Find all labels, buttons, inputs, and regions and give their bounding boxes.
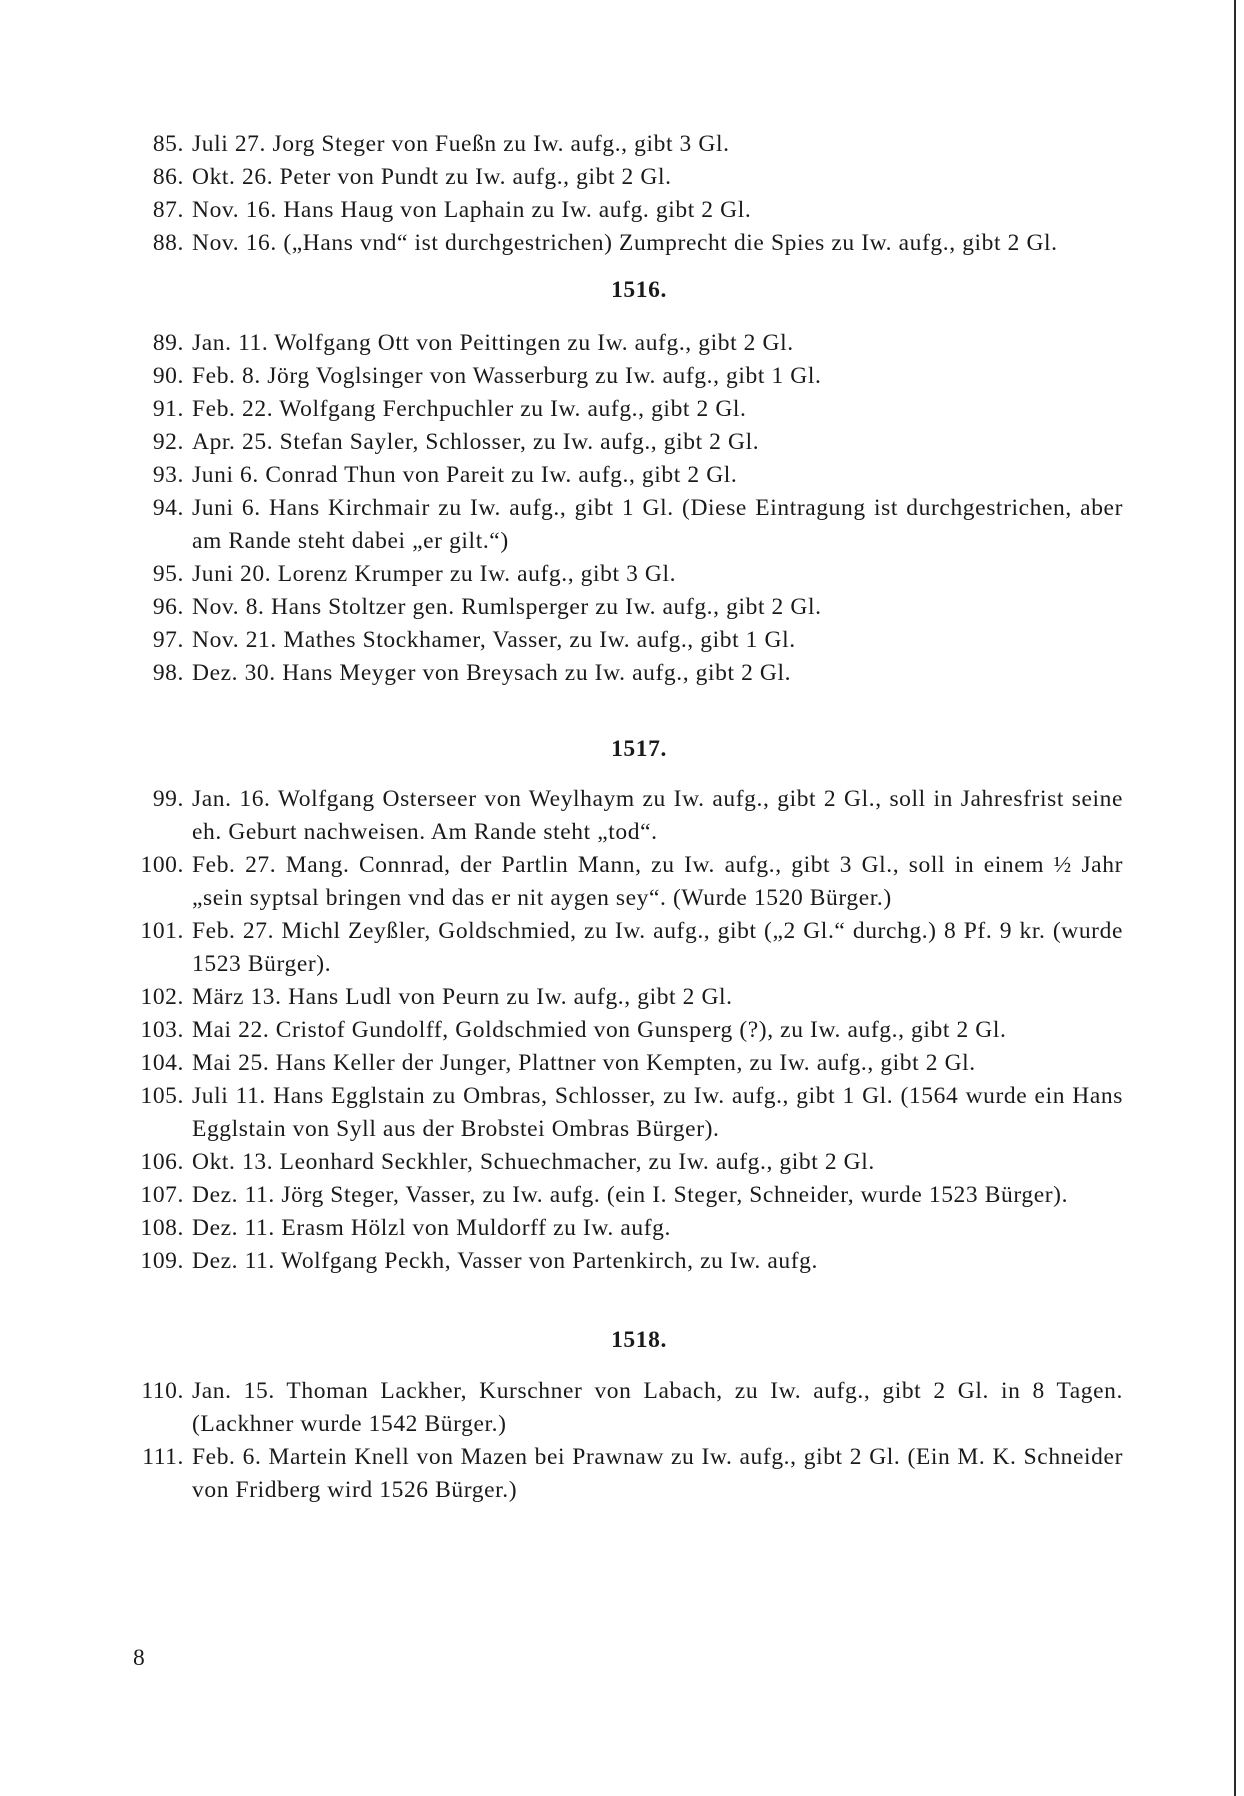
entry-number: 91.	[152, 396, 184, 422]
entry-text: Okt. 26. Peter von Pundt zu Iw. aufg., gibt 2 Gl.	[192, 164, 672, 190]
list-item	[133, 657, 1123, 690]
entry-number: 105.	[140, 1083, 184, 1109]
entry-text: Jan. 16. Wolfgang Osterseer von Weylhaym zu Iw. aufg., gibt 2 Gl., soll in Jahresfrist seine eh. Geburt nachweisen. Am Rande steht „tod“.	[192, 786, 1123, 845]
entry-number: 106.	[140, 1149, 184, 1175]
entry-number: 107.	[140, 1182, 184, 1208]
entry-number: 102.	[140, 984, 184, 1010]
entry-text: Dez. 30. Hans Meyger von Breysach zu Iw. aufg., gibt 2 Gl.	[192, 660, 792, 686]
document-body	[133, 128, 1123, 1507]
entry-text: Okt. 13. Leonhard Seckhler, Schuechmacher, zu Iw. aufg., gibt 2 Gl.	[192, 1149, 875, 1175]
entry-number: 87.	[152, 197, 184, 223]
list-item	[133, 1080, 1123, 1146]
list-item	[133, 591, 1123, 624]
year-heading-1516: 1516.	[611, 277, 667, 303]
list-item	[133, 194, 1123, 227]
list-item	[133, 128, 1123, 161]
section-continued	[133, 128, 1123, 260]
list-item	[133, 1179, 1123, 1212]
entry-text: Juli 27. Jorg Steger von Fueßn zu Iw. aufg., gibt 3 Gl.	[192, 131, 730, 157]
entry-number: 89.	[152, 330, 184, 356]
entry-number: 110.	[141, 1378, 184, 1404]
entry-text: Juni 6. Hans Kirchmair zu Iw. aufg., gibt 1 Gl. (Diese Eintragung ist durchgestrichen, aber am Rande steht dabei „er gilt.“)	[192, 495, 1123, 554]
list-item	[133, 558, 1123, 591]
entry-text: Nov. 21. Mathes Stockhamer, Vasser, zu Iw. aufg., gibt 1 Gl.	[192, 627, 796, 653]
list-item	[133, 360, 1123, 393]
entry-number: 100.	[140, 852, 184, 878]
entry-number: 88.	[152, 230, 184, 256]
entry-text: Juni 6. Conrad Thun von Pareit zu Iw. aufg., gibt 2 Gl.	[192, 462, 738, 488]
list-item	[133, 1212, 1123, 1245]
section-1518	[133, 1375, 1123, 1507]
entry-number: 111.	[142, 1444, 184, 1470]
list-item	[133, 1441, 1123, 1507]
year-heading-1517: 1517.	[611, 736, 667, 762]
entry-number: 95.	[152, 561, 184, 587]
entry-number: 93.	[152, 462, 184, 488]
entry-number: 108.	[140, 1215, 184, 1241]
list-item	[133, 327, 1123, 360]
section-1516	[133, 327, 1123, 690]
list-item	[133, 227, 1123, 260]
page-edge-rule	[1234, 0, 1236, 1796]
entry-text: Juli 11. Hans Egglstain zu Ombras, Schlosser, zu Iw. aufg., gibt 1 Gl. (1564 wurde ein Hans Egglstain von Syll aus der Brobstei Ombras Bürger).	[192, 1083, 1123, 1142]
entry-text: Feb. 27. Mang. Connrad, der Partlin Mann, zu Iw. aufg., gibt 3 Gl., soll in einem ½ Jahr „sein syptsal bringen vnd das er nit aygen sey“. (Wurde 1520 Bürger.)	[192, 852, 1123, 911]
list-item	[133, 161, 1123, 194]
entry-text: Nov. 8. Hans Stoltzer gen. Rumlsperger zu Iw. aufg., gibt 2 Gl.	[192, 594, 822, 620]
entry-number: 99.	[152, 786, 184, 812]
entry-text: Dez. 11. Wolfgang Peckh, Vasser von Partenkirch, zu Iw. aufg.	[192, 1248, 818, 1274]
entry-text: Mai 25. Hans Keller der Junger, Plattner von Kempten, zu Iw. aufg., gibt 2 Gl.	[192, 1050, 976, 1076]
entry-number: 101.	[140, 918, 184, 944]
list-item	[133, 1146, 1123, 1179]
entry-number: 90.	[152, 363, 184, 389]
entry-number: 96.	[152, 594, 184, 620]
entry-number: 98.	[152, 660, 184, 686]
list-item	[133, 393, 1123, 426]
entry-text: Jan. 15. Thoman Lackher, Kurschner von Labach, zu Iw. aufg., gibt 2 Gl. in 8 Tagen. (Lackhner wurde 1542 Bürger.)	[192, 1378, 1123, 1437]
entry-text: Dez. 11. Jörg Steger, Vasser, zu Iw. aufg. (ein I. Steger, Schneider, wurde 1523 Bürger).	[192, 1182, 1069, 1208]
entry-text: Feb. 6. Martein Knell von Mazen bei Prawnaw zu Iw. aufg., gibt 2 Gl. (Ein M. K. Schneider von Fridberg wird 1526 Bürger.)	[192, 1444, 1123, 1503]
entry-number: 94.	[152, 495, 184, 521]
year-heading-1518: 1518.	[611, 1327, 667, 1353]
page-number: 8	[133, 1645, 145, 1671]
list-item	[133, 849, 1123, 915]
entry-text: Nov. 16. Hans Haug von Laphain zu Iw. aufg. gibt 2 Gl.	[192, 197, 752, 223]
entry-text: Feb. 22. Wolfgang Ferchpuchler zu Iw. aufg., gibt 2 Gl.	[192, 396, 747, 422]
list-item	[133, 783, 1123, 849]
list-item	[133, 1047, 1123, 1080]
entry-text: Jan. 11. Wolfgang Ott von Peittingen zu Iw. aufg., gibt 2 Gl.	[192, 330, 794, 356]
entry-number: 97.	[152, 627, 184, 653]
section-1517	[133, 783, 1123, 1278]
list-item	[133, 426, 1123, 459]
entry-text: Mai 22. Cristof Gundolff, Goldschmied von Gunsperg (?), zu Iw. aufg., gibt 2 Gl.	[192, 1017, 1007, 1043]
list-item	[133, 492, 1123, 558]
entry-text: Feb. 8. Jörg Voglsinger von Wasserburg zu Iw. aufg., gibt 1 Gl.	[192, 363, 822, 389]
entry-number: 85.	[152, 131, 184, 157]
entry-text: Feb. 27. Michl Zeyßler, Goldschmied, zu Iw. aufg., gibt („2 Gl.“ durchg.) 8 Pf. 9 kr. (wurde 1523 Bürger).	[192, 918, 1123, 977]
entry-number: 104.	[140, 1050, 184, 1076]
list-item	[133, 1375, 1123, 1441]
list-item	[133, 1014, 1123, 1047]
entry-number: 103.	[140, 1017, 184, 1043]
list-item	[133, 459, 1123, 492]
entry-text: Dez. 11. Erasm Hölzl von Muldorff zu Iw. aufg.	[192, 1215, 671, 1241]
entry-text: Juni 20. Lorenz Krumper zu Iw. aufg., gibt 3 Gl.	[192, 561, 677, 587]
entry-text: Nov. 16. („Hans vnd“ ist durchgestrichen) Zumprecht die Spies zu Iw. aufg., gibt 2 Gl.	[192, 230, 1058, 256]
list-item	[133, 915, 1123, 981]
entry-text: Apr. 25. Stefan Sayler, Schlosser, zu Iw. aufg., gibt 2 Gl.	[192, 429, 760, 455]
entry-number: 109.	[140, 1248, 184, 1274]
list-item	[133, 1245, 1123, 1278]
list-item	[133, 981, 1123, 1014]
list-item	[133, 624, 1123, 657]
entry-number: 86.	[152, 164, 184, 190]
entry-text: März 13. Hans Ludl von Peurn zu Iw. aufg., gibt 2 Gl.	[192, 984, 733, 1010]
entry-number: 92.	[152, 429, 184, 455]
